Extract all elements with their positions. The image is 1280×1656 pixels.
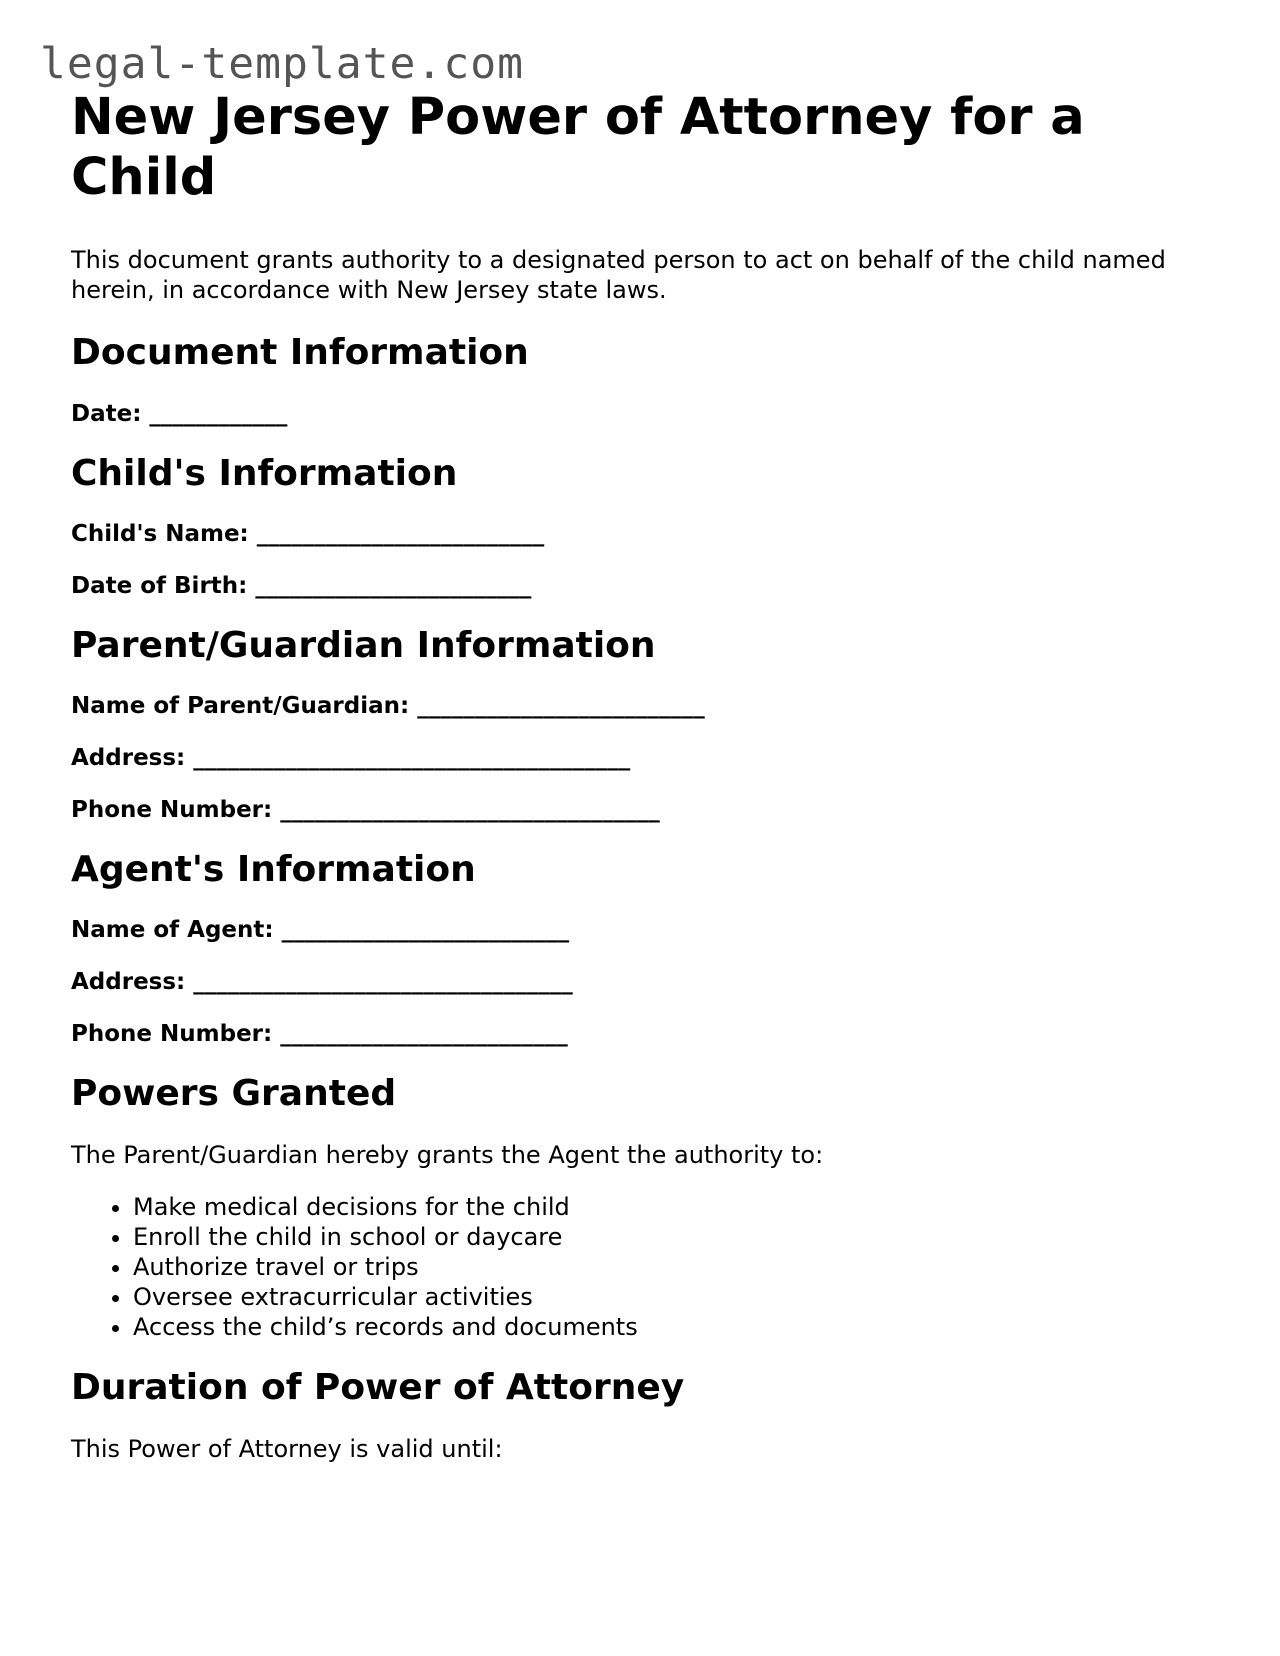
section-parent-guardian-information: [71, 624, 1221, 824]
parent-address-field: [71, 744, 1221, 772]
child-name-field: [71, 520, 1221, 548]
agent-address-field: [71, 968, 1221, 996]
child-dob-blank[interactable]: ________________________: [255, 573, 532, 599]
section-heading: Duration of Power of Attorney: [71, 1367, 685, 1408]
section-agent-information: [71, 848, 1221, 1048]
list-item: • Authorize travel or trips: [133, 1252, 1221, 1282]
intro-paragraph: This document grants authority to a designated person to act on behalf of the child named herein, in accordance with New Jersey state laws.: [71, 246, 1166, 304]
list-item: • Access the child’s records and documents: [133, 1312, 1221, 1342]
parent-phone-blank[interactable]: _________________________________: [280, 797, 660, 823]
parent-phone-field: [71, 796, 1221, 824]
child-name-label: Child's Name:: [71, 521, 249, 547]
parent-address-blank[interactable]: ______________________________________: [193, 745, 631, 771]
section-heading: Powers Granted: [71, 1073, 397, 1114]
powers-list: [71, 1192, 1221, 1342]
list-item: • Oversee extracurricular activities: [133, 1282, 1221, 1312]
section-duration: [71, 1366, 1221, 1464]
child-dob-label: Date of Birth:: [71, 573, 248, 599]
agent-name-field: [71, 916, 1221, 944]
section-heading: Child's Information: [71, 453, 458, 494]
watermark-logo: legal-template.com: [40, 39, 524, 89]
date-label: Date:: [71, 401, 142, 427]
parent-phone-label: Phone Number:: [71, 797, 273, 823]
agent-name-label: Name of Agent:: [71, 917, 274, 943]
section-child-information: [71, 452, 1221, 600]
agent-phone-blank[interactable]: _________________________: [280, 1021, 568, 1047]
agent-phone-label: Phone Number:: [71, 1021, 273, 1047]
date-blank[interactable]: ____________: [149, 401, 288, 427]
parent-address-label: Address:: [71, 745, 186, 771]
section-powers-granted: [71, 1072, 1221, 1342]
parent-name-field: [71, 692, 1221, 720]
document-body: [71, 88, 1221, 1464]
parent-name-label: Name of Parent/Guardian:: [71, 693, 410, 719]
duration-lead-text: This Power of Attorney is valid until:: [71, 1435, 503, 1463]
parent-name-blank[interactable]: _________________________: [417, 693, 705, 719]
agent-phone-field: [71, 1020, 1221, 1048]
agent-name-blank[interactable]: _________________________: [281, 917, 570, 943]
section-document-information: [71, 331, 1221, 428]
powers-lead-text: The Parent/Guardian hereby grants the Agent the authority to:: [71, 1141, 824, 1169]
section-heading: Parent/Guardian Information: [71, 625, 656, 666]
child-dob-field: [71, 572, 1221, 600]
section-heading: Document Information: [71, 332, 529, 373]
agent-address-label: Address:: [71, 969, 186, 995]
document-title: New Jersey Power of Attorney for a Child: [71, 88, 1085, 207]
agent-address-blank[interactable]: _________________________________: [193, 969, 573, 995]
date-field: [71, 400, 1221, 428]
child-name-blank[interactable]: _________________________: [256, 521, 545, 547]
section-heading: Agent's Information: [71, 849, 476, 890]
list-item: • Enroll the child in school or daycare: [133, 1222, 1221, 1252]
list-item: • Make medical decisions for the child: [133, 1192, 1221, 1222]
